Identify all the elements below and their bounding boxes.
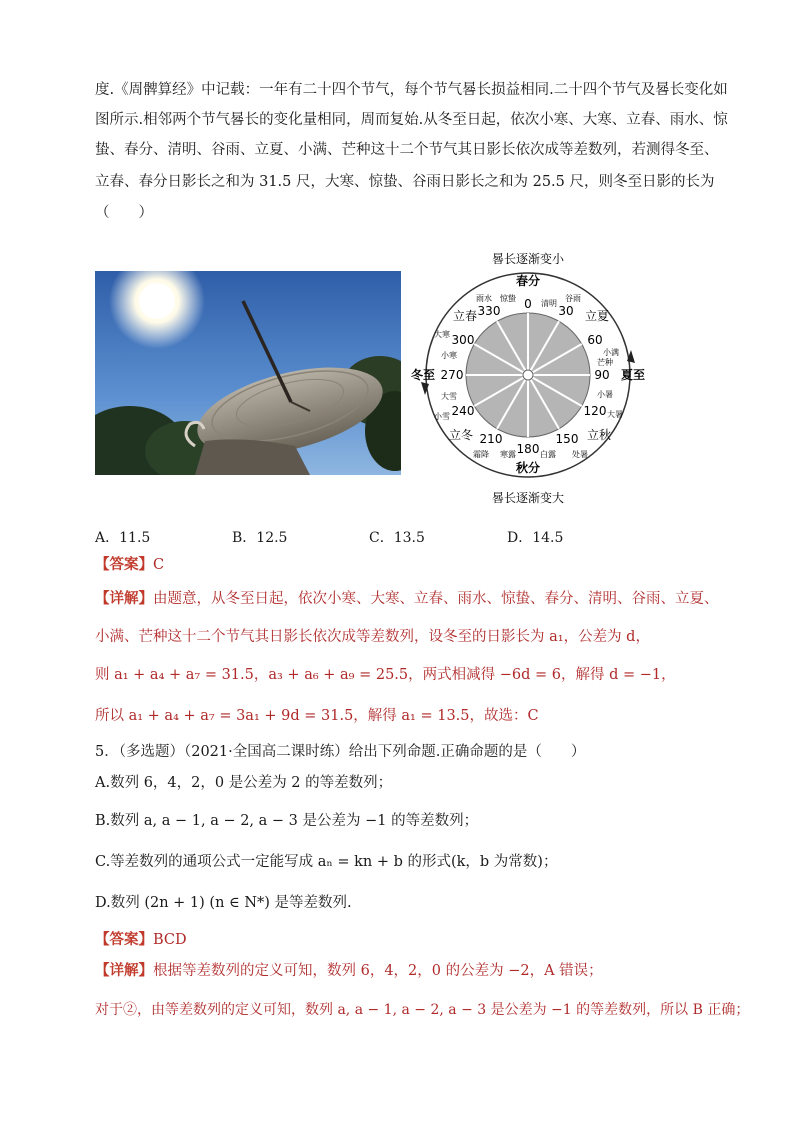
label-summer-solstice: 夏至 (620, 368, 646, 382)
term-yushui: 雨水 (476, 294, 492, 303)
term-dashu: 大暑 (607, 410, 623, 419)
answer-2: 【答案】BCD (95, 931, 187, 948)
sundial-photo (95, 271, 401, 475)
term-xiaoshu: 小暑 (597, 390, 613, 399)
deg-210: 210 (479, 432, 503, 446)
choice-c: C．13.5 (369, 530, 425, 546)
label-winter-solstice: 冬至 (410, 368, 436, 382)
detail-2-line-1: 【详解】根据等差数列的定义可知，数列 6，4，2，0 的公差为 −2，A 错误； (95, 962, 603, 979)
detail-1-line-1: 【详解】由题意，从冬至日起，依次小寒、大寒、立春、雨水、惊蛰、春分、清明、谷雨、立夏、 (95, 590, 719, 607)
deg-60: 60 (587, 333, 603, 347)
term-mangzhong: 芒种 (597, 358, 613, 367)
term-bailu: 白露 (540, 450, 556, 459)
term-jingzhe: 惊蛰 (500, 294, 516, 303)
deg-0: 0 (524, 297, 532, 311)
problem-line-1: 度.《周髀算经》中记载：一年有二十四个节气，每个节气晷长损益相同.二十四个节气及晷长变化如 (95, 82, 728, 98)
label-start-spring: 立春 (452, 309, 478, 323)
term-hanlu: 寒露 (500, 450, 516, 459)
term-xiaoxue: 小雪 (434, 412, 450, 421)
deg-270: 270 (440, 368, 464, 382)
question-5-option-c: C.等差数列的通项公式一定能写成 aₙ = kn + b 的形式(k，b 为常数)； (95, 854, 558, 870)
choice-b: B．12.5 (232, 530, 288, 546)
deg-300: 300 (451, 333, 475, 347)
wheel-bottom-label: 晷长逐渐变大 (491, 491, 565, 505)
question-5-option-a: A.数列 6，4，2，0 是公差为 2 的等差数列； (95, 775, 393, 791)
solar-terms-wheel (405, 245, 665, 505)
label-start-winter: 立冬 (448, 428, 474, 442)
label-start-summer: 立夏 (584, 309, 610, 323)
term-shuangjiang: 霜降 (473, 450, 489, 459)
answer-1: 【答案】C (95, 556, 165, 573)
problem-line-5: （ ） (95, 205, 153, 221)
choice-a: A．11.5 (95, 530, 151, 546)
problem-line-4: 立春、春分日影长之和为 31.5 尺，大寒、惊蛰、谷雨日影长之和为 25.5 尺，则冬至日影的长为 (95, 174, 715, 190)
deg-150: 150 (555, 432, 579, 446)
deg-120: 120 (583, 404, 607, 418)
detail-1-line-4: 所以 a₁ + a₄ + a₇ = 3a₁ + 9d = 31.5，解得 a₁ = 13.5，故选：C (95, 708, 539, 724)
term-xiaoman: 小满 (603, 348, 619, 357)
deg-330: 330 (477, 304, 501, 318)
term-guyu: 谷雨 (565, 294, 581, 303)
term-chushu: 处暑 (572, 450, 588, 459)
problem-line-3: 蛰、春分、清明、谷雨、立夏、小满、芒种这十二个节气其日影长依次成等差数列，若测得冬至、 (95, 142, 719, 158)
detail-1-line-2: 小满、芒种这十二个节气其日影长依次成等差数列，设冬至的日影长为 a₁，公差为 d， (95, 629, 650, 645)
term-qingming: 清明 (541, 299, 557, 308)
question-5-option-d: D.数列 (2n + 1) (n ∈ N*) 是等差数列. (95, 895, 352, 911)
term-dahan: 大寒 (434, 330, 450, 339)
question-5-option-b: B.数列 a, a − 1, a − 2, a − 3 是公差为 −1 的等差数列； (95, 813, 479, 829)
term-daxue: 大雪 (441, 392, 457, 401)
choice-d: D．14.5 (507, 530, 564, 546)
deg-180: 180 (516, 442, 540, 456)
deg-240: 240 (451, 404, 475, 418)
wheel-top-label: 晷长逐渐变小 (491, 252, 565, 266)
detail-2-line-2: 对于②，由等差数列的定义可知，数列 a, a − 1, a − 2, a − 3 是公差为 −1 的等差数列，所以 B 正确； (95, 1002, 750, 1018)
problem-line-2: 图所示.相邻两个节气晷长的变化量相同，周而复始.从冬至日起，依次小寒、大寒、立春、雨水、惊 (95, 112, 728, 128)
label-spring-equinox: 春分 (515, 274, 541, 288)
deg-30: 30 (558, 304, 574, 318)
detail-1-line-3: 则 a₁ + a₄ + a₇ = 31.5，a₃ + a₆ + a₉ = 25.5，两式相减得 −6d = 6，解得 d = −1， (95, 667, 676, 683)
term-xiaohan: 小寒 (441, 351, 457, 360)
label-autumn-equinox: 秋分 (515, 461, 541, 475)
label-start-autumn: 立秋 (586, 428, 612, 442)
question-5-title: 5．（多选题）（2021·全国高二课时练）给出下列命题.正确命题的是（ ） (95, 744, 586, 760)
deg-90: 90 (594, 368, 610, 382)
